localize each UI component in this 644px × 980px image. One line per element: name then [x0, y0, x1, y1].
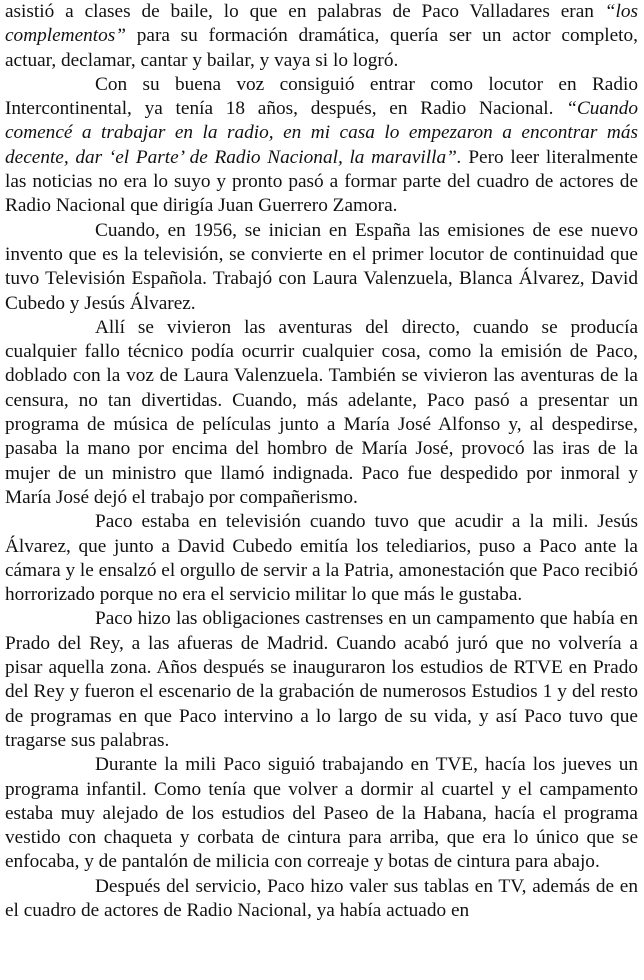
paragraph-text: Paco estaba en televisión cuando tuvo que acudir a la mili. Jesús Álvarez, que junto a David Cubedo emitía los telediarios, puso a Paco ante la cámara y le ensalzó el orgullo de servir a la Patria, amonestación que Paco recibió horrorizado porque no era el servicio militar lo que más le gustaba.: [5, 511, 638, 606]
paragraph-text: asistió a clases de baile, lo que en palabras de Paco Valladares eran: [5, 1, 605, 22]
paragraph-text: Durante la mili Paco siguió trabajando en TVE, hacía los jueves un programa infantil. Como tenía que volver a dormir al cuartel y el campamento estaba muy alejado de los estudios del Paseo de la Habana, hacía el programa vestido con chaqueta y corbata de cintura para arriba, que era lo único que se enfocaba, y de pantalón de milicia con correaje y botas de cintura para abajo.: [5, 754, 638, 873]
paragraph-2: [5, 73, 638, 219]
paragraph-text: Cuando, en 1956, se inician en España las emisiones de ese nuevo invento que es la televisión, se convierte en el primer locutor de continuidad que tuvo Televisión Española. Trabajó con Laura Valenzuela, Blanca Álvarez, David Cubedo y Jesús Álvarez.: [5, 219, 638, 314]
italic-quote: “los complementos”: [5, 1, 638, 47]
paragraph-text: Paco hizo las obligaciones castrenses en un campamento que había en Prado del Rey, a las afueras de Madrid. Cuando acabó juró que no volvería a pisar aquella zona. Años después se inauguraron los estudios de RTVE en Prado del Rey y fueron el escenario de la grabación de numerosos Estudios 1 y del resto de programas en que Paco intervino a lo largo de su vida, y así Paco tuvo que tragarse sus palabras.: [5, 608, 638, 751]
paragraph-text: para su formación dramática, quería ser un actor completo, actuar, declamar, cantar y bailar, y vaya si lo logró.: [5, 25, 638, 71]
paragraph-text: Con su buena voz consiguió entrar como locutor en Radio Intercontinental, ya tenía 18 años, después, en Radio Nacional.: [5, 73, 638, 120]
paragraph-7: [5, 753, 638, 874]
paragraph-5: [5, 510, 638, 607]
paragraph-4: [5, 316, 638, 510]
paragraph-3: [5, 219, 638, 316]
paragraph-1: [5, 0, 638, 73]
paragraph-6: [5, 607, 638, 753]
paragraph-text: Allí se vivieron las aventuras del directo, cuando se producía cualquier fallo técnico podía ocurrir cualquier cosa, como la emisión de Paco, doblado con la voz de Laura Valenzuela. También se vivieron las aventuras de la censura, no tan divertidas. Cuando, más adelante, Paco pasó a presentar un programa de música de películas junto a María José Alfonso y, al despedirse, pasaba la mano por encima del hombro de María José, provocó las iras de la mujer de un ministro que llamó indignada. Paco fue despedido por inmoral y María José dejó el trabajo por compañerismo.: [5, 316, 638, 508]
paragraph-8: [5, 875, 638, 924]
paragraph-text: Pero leer literalmente las noticias no era lo suyo y pronto pasó a formar parte del cuadro de actores de Radio Nacional que dirigía Juan Guerrero Zamora.: [5, 146, 638, 217]
paragraph-text: Después del servicio, Paco hizo valer sus tablas en TV, además de en el cuadro de actores de Radio Nacional, ya había actuado en: [5, 875, 638, 921]
italic-quote: “Cuando comencé a trabajar en la radio, en mi casa lo empezaron a encontrar más decente, dar ‘el Parte’ de Radio Nacional, la maravilla”.: [5, 98, 638, 168]
